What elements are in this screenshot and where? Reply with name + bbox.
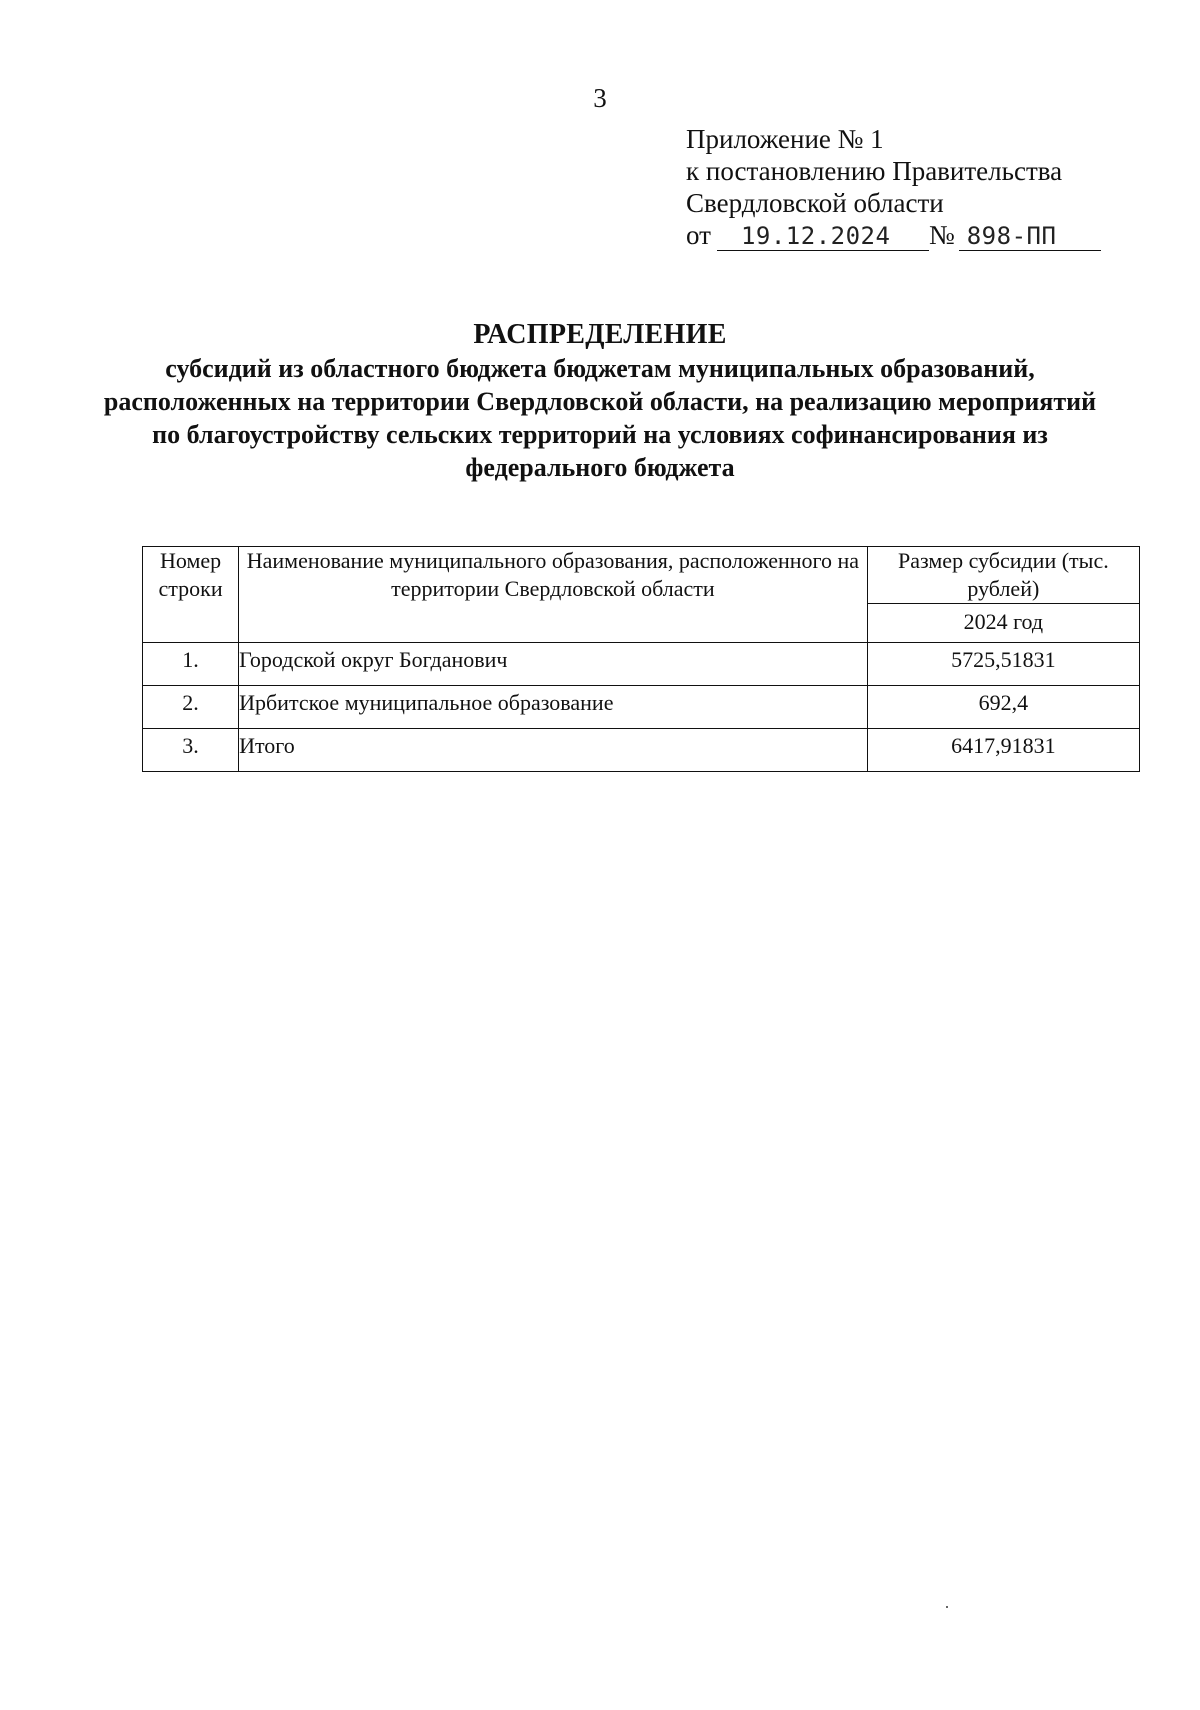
- row-number: 2.: [143, 686, 239, 729]
- document-subtitle: субсидий из областного бюджета бюджетам муниципальных образований, расположенных на территории Свердловской области, на реализацию мероприятий по благоустройству сельских территорий на условиях софинансирования из федерального бюджета: [103, 354, 1097, 482]
- appendix-region: Свердловской области: [686, 188, 944, 218]
- total-amount: 6417,91831: [867, 729, 1139, 772]
- total-label: Итого: [239, 729, 868, 772]
- subsidy-amount: 692,4: [867, 686, 1139, 729]
- table-header-row: [143, 547, 1140, 604]
- number-prefix: №: [928, 220, 955, 250]
- resolution-number: 898-ПП: [959, 222, 1101, 251]
- date-prefix: от: [686, 220, 711, 250]
- table-row: [143, 686, 1140, 729]
- appendix-title: Приложение № 1: [686, 124, 884, 154]
- municipality-name: Ирбитское муниципальное образование: [239, 686, 868, 729]
- row-number: 3.: [143, 729, 239, 772]
- header-subsidy-amount: Размер субсидии (тыс. рублей): [867, 547, 1139, 604]
- document-title: РАСПРЕДЕЛЕНИЕ: [473, 319, 727, 350]
- subsidy-table: [142, 546, 1140, 772]
- appendix-block: [686, 123, 1146, 251]
- table-row: [143, 643, 1140, 686]
- header-municipality: Наименование муниципального образования, расположенного на территории Свердловской области: [239, 547, 868, 643]
- row-number: 1.: [143, 643, 239, 686]
- resolution-date: 19.12.2024: [717, 222, 929, 251]
- document-heading: [0, 318, 1200, 484]
- municipality-name: Городской округ Богданович: [239, 643, 868, 686]
- appendix-resolution: к постановлению Правительства: [686, 156, 1063, 186]
- page-number: 3: [593, 83, 607, 113]
- header-year: 2024 год: [867, 604, 1139, 643]
- scan-speck: [946, 1606, 948, 1608]
- subsidy-amount: 5725,51831: [867, 643, 1139, 686]
- header-row-number: Номер строки: [143, 547, 239, 643]
- table-row-total: [143, 729, 1140, 772]
- appendix-date-row: [686, 219, 1146, 251]
